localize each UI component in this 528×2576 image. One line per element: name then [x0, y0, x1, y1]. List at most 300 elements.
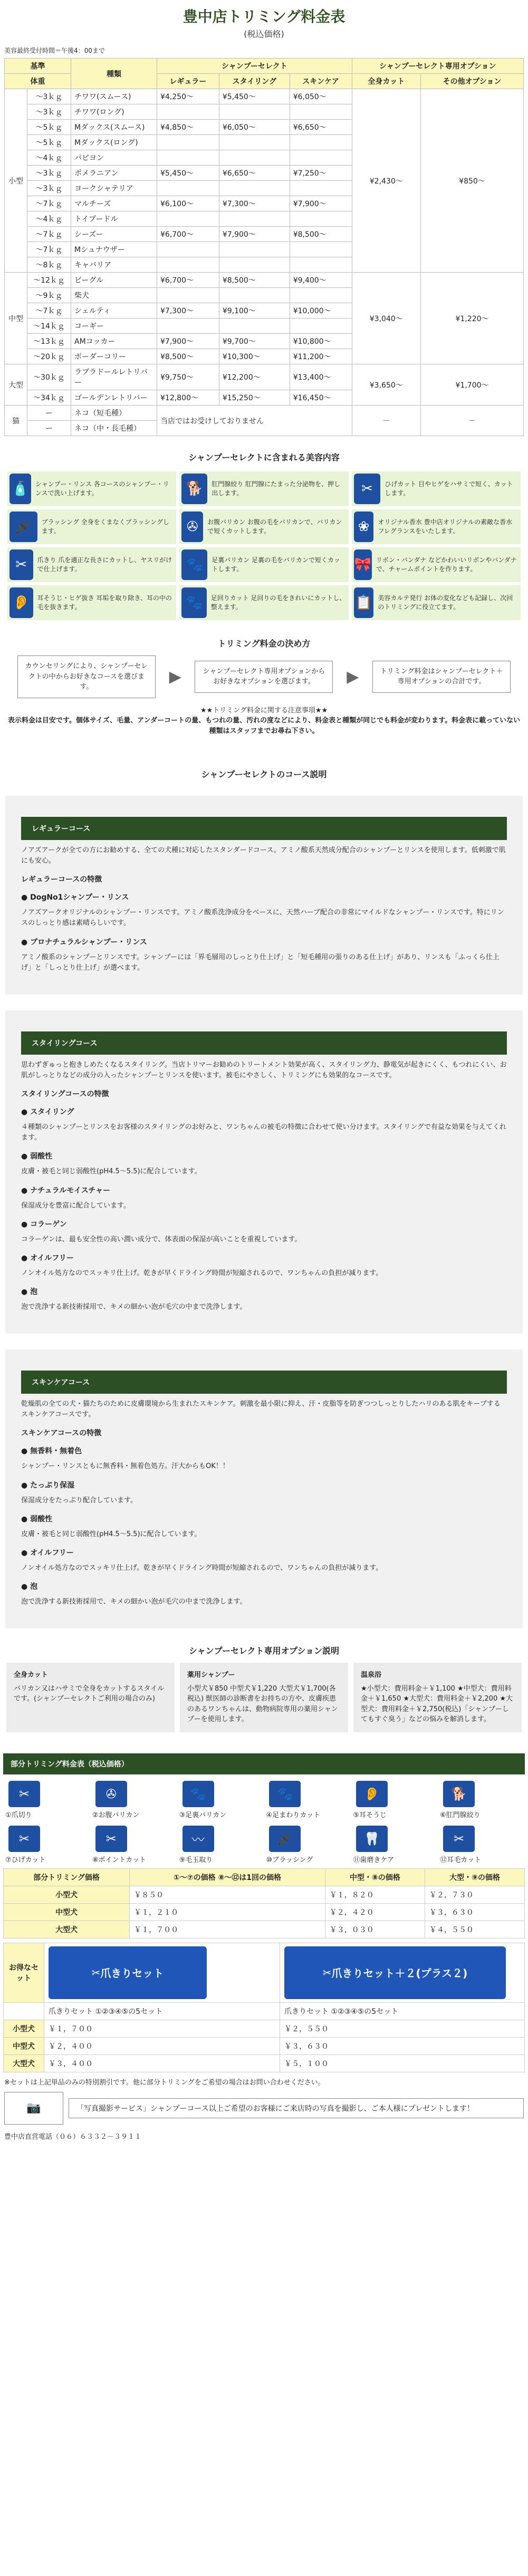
flow-step-3: トリミング料金はシャンプーセレクト＋専用オプションの合計です。 [372, 661, 511, 693]
price-cell: ¥8,500～ [290, 227, 352, 242]
content-item [178, 470, 350, 508]
partial-item-label: ⑦ひげカット [5, 1856, 46, 1864]
price-cell: ¥7,250～ [290, 166, 352, 181]
weight-cell: ～4ｋｇ [27, 211, 71, 227]
set1-banner [49, 1946, 207, 1999]
set1-desc: 爪きりセット ①②③④⑤の5セット [44, 2002, 280, 2020]
partial-price: ￥１，７００ [130, 1921, 325, 1938]
price-cell: ¥6,700～ [157, 227, 219, 242]
price-row-cat [5, 406, 524, 421]
content-item-text: 肛門腺絞り 肛門腺にたまった分泌物を、押し出します。 [212, 480, 341, 497]
partial-item [3, 1779, 90, 1819]
price-cell: ¥7,900～ [219, 227, 290, 242]
full-cut-price: ¥2,430～ [352, 89, 421, 273]
weight-cell: ～14ｋｇ [27, 319, 71, 334]
set2-banner [284, 1946, 506, 1999]
price-cell: ¥6,050～ [219, 120, 290, 135]
breed-cell: ラブラドールレトリバー [71, 364, 157, 390]
price-cell: ¥5,450～ [157, 166, 219, 181]
course-title-bar: スキンケアコース [21, 1371, 507, 1394]
full-cut-price: ¥3,040～ [352, 273, 421, 364]
course-point-heading: ● プロナチュラルシャンプー・リンス [21, 938, 147, 947]
content-item [6, 546, 178, 584]
other-option-price: ¥1,700～ [421, 364, 524, 406]
price-cell [157, 319, 219, 334]
anal-gland-icon: 🐕 [181, 474, 207, 504]
content-item [178, 546, 350, 584]
price-cell [219, 288, 290, 303]
partial-price: ￥３，０３０ [325, 1921, 425, 1938]
partial-item-label: ①爪切り [5, 1811, 32, 1819]
content-item [6, 584, 178, 622]
price-cell: ¥9,400～ [290, 273, 352, 288]
partial-item [3, 1824, 90, 1864]
price-cell: ¥4,250～ [157, 89, 219, 104]
weight-cell: ～7ｋｇ [27, 242, 71, 257]
brush-icon: 🪮 [9, 512, 37, 542]
option-text: ★小型犬：費用料金＋￥1,100 ★中型犬：費用料金＋￥1,650 ★大型犬：費用料金＋￥2,200 ★大型犬：費用料金＋￥2,750(税込)「シャンプーしてもすぐ臭う」などの悩みを解消します。 [361, 1684, 513, 1724]
reception-note: 美容最終受付時間＝午後4：00まで [4, 47, 105, 54]
content-item-text: リボン・バンダナ などかわいいリボンやバンダナで、チャームポイントを作ります。 [376, 556, 517, 573]
chart-icon: 📋 [354, 587, 374, 618]
price-cell [157, 242, 219, 257]
course-point-text: 保湿成分を豊富に配合しています。 [21, 1201, 130, 1210]
breed-cell: パピヨン [71, 150, 157, 166]
breed-cell: Mシュナウザー [71, 242, 157, 257]
partial-item-label: ⑥肛門腺絞り [440, 1811, 481, 1819]
set-price: ￥２，４００ [44, 2037, 280, 2054]
content-item-text: ひげカット 目やヒゲをハサミで短く、カットします。 [385, 480, 513, 497]
price-cell [219, 104, 290, 120]
price-row [5, 89, 524, 104]
partial-price: ￥８５０ [130, 1886, 325, 1903]
price-cell [219, 242, 290, 257]
weight-cell: ～4ｋｇ [27, 150, 71, 166]
course-point-text: コラーゲンは、最も安全性の高い潤い成分で、体表面の保湿が高いことを重視しています。 [21, 1235, 302, 1243]
content-item-text: シャンプー・リンス 各コースのシャンプー・リンスで洗い上げます。 [35, 480, 169, 497]
weight-cell: ～12ｋｇ [27, 273, 71, 288]
course-point-heading: ● ナチュラルモイスチャー [21, 1186, 110, 1195]
price-cell: ¥10,000～ [290, 303, 352, 319]
content-item [178, 508, 350, 546]
option-title: 温泉浴 [361, 1671, 382, 1680]
partial-table-head: ①〜⑦の価格 ⑧〜⑫は1回の価格 [130, 1868, 325, 1886]
page-subtitle: (税込価格) [244, 29, 284, 39]
paw-cut-icon: 🐾 [181, 587, 206, 618]
price-cell [219, 150, 290, 166]
breed-cell: ボーダーコリー [71, 349, 157, 364]
tooth-icon: 🦷 [356, 1826, 388, 1852]
price-row [5, 364, 524, 390]
weight-cell: ～13ｋｇ [27, 334, 71, 349]
price-cell: ¥13,400～ [290, 364, 352, 390]
weight-cell: ～5ｋｇ [27, 135, 71, 150]
nail-icon: ✂ [9, 549, 33, 580]
clipper-icon: ✇ [95, 1781, 127, 1807]
price-cell [157, 150, 219, 166]
breed-cell: ネコ（短毛種） [71, 406, 157, 421]
course-point-heading: ● 無香料・無着色 [21, 1447, 82, 1456]
breed-cell: ヨークシャテリア [71, 181, 157, 196]
breed-cell: Mダックス(スムース) [71, 120, 157, 135]
weight-cell: ～8ｋｇ [27, 257, 71, 273]
price-cell: ¥6,650～ [219, 166, 290, 181]
set-desc-spacer [4, 2002, 44, 2020]
course-list [0, 796, 528, 1628]
price-cell: ¥6,650～ [290, 120, 352, 135]
paw-clipper-icon: 🐾 [183, 1781, 214, 1807]
head-weight: 体重 [5, 74, 71, 89]
option-title: 全身カット [14, 1671, 48, 1680]
price-cell [219, 181, 290, 196]
price-cell [157, 135, 219, 150]
set-size: 大型犬 [4, 2054, 44, 2072]
price-cell: ¥7,300～ [219, 196, 290, 211]
content-item [6, 470, 178, 508]
paw-clipper-icon: 🐾 [181, 549, 207, 580]
partial-item [90, 1779, 177, 1819]
set-footnote: ※セットは上記単品のみの特別割引です。他に部分トリミングをご希望の場合はお問い合わせください。 [4, 2078, 325, 2087]
course-block [5, 796, 523, 995]
price-cell: ¥12,200～ [219, 364, 290, 390]
course-block [5, 1349, 523, 1628]
head-styling: スタイリング [219, 74, 290, 89]
course-point-text: 皮膚・被毛と同じ弱酸性(pH4.5〜5.5)に配合しています。 [21, 1530, 201, 1538]
breed-cell: チワワ(ロング) [71, 104, 157, 120]
group-label: 猫 [5, 406, 27, 436]
set1-title: 爪きりセット [100, 1967, 164, 1980]
set2-title: 爪きりセット＋２(プラス２) [331, 1967, 468, 1980]
content-item [178, 584, 350, 622]
paw-cut-icon: 🐾 [269, 1781, 301, 1807]
course-point-heading: ● 泡 [21, 1287, 38, 1296]
partial-row [4, 1921, 525, 1938]
set2-desc: 爪きりセット ①②③④⑤の5セット [280, 2002, 525, 2020]
content-item [6, 508, 178, 546]
nail-set-icon: ✂ [91, 1966, 101, 1979]
course-point-text: シャンプー・リンスともに無香料・無着色処方。汗大からもOK！！ [21, 1462, 229, 1471]
partial-item-label: ⑩ブラッシング [266, 1856, 313, 1864]
head-select: シャンプーセレクト [157, 59, 352, 74]
course-point-heading: ● オイルフリー [21, 1253, 74, 1262]
partial-item-label: ④足まわりカット [266, 1811, 321, 1819]
partial-item-label: ⑪歯磨きケア [353, 1856, 395, 1864]
set2-cell [280, 1943, 525, 2002]
partial-heading: 部分トリミング料金表（税込価格） [3, 1753, 525, 1774]
price-cell: ¥9,700～ [219, 334, 290, 349]
weight-cell: ～30ｋｇ [27, 364, 71, 390]
breed-cell: Mダックス(ロング) [71, 135, 157, 150]
course-point-heading: ● 弱酸性 [21, 1514, 53, 1523]
partial-price: ￥２，７３０ [425, 1886, 524, 1903]
arrow-right-icon: ▶ [169, 667, 181, 686]
group-label: 大型 [5, 364, 27, 406]
head-skincare: スキンケア [290, 74, 352, 89]
course-point-heading: ● 弱酸性 [21, 1152, 53, 1161]
cat-dash: － [421, 406, 524, 436]
breed-cell: ゴールデンレトリバー [71, 390, 157, 406]
arrow-right-icon: ▶ [347, 667, 359, 686]
content-item-text: 足回りカット 足回りの毛をきれいにカットし、整えます。 [210, 594, 346, 611]
price-cell: ¥5,450～ [219, 89, 290, 104]
breed-cell: マルチーズ [71, 196, 157, 211]
partial-row [4, 1903, 525, 1921]
course-title-bar: レギュラーコース [21, 817, 507, 840]
breed-cell: ネコ（中・長毛種） [71, 421, 157, 436]
perfume-icon: ❀ [354, 512, 374, 542]
set-size: 中型犬 [4, 2037, 44, 2054]
camera-icon: 📷 [4, 2092, 63, 2125]
head-base: 基準 [5, 59, 71, 74]
content-item-text: 耳そうじ・ヒゲ抜き 耳垢を取り除き、耳の中の毛を抜きます。 [37, 594, 172, 611]
weight-cell: ー [27, 406, 71, 421]
partial-item [264, 1824, 351, 1864]
price-cell: ¥10,300～ [219, 349, 290, 364]
flow-steps [11, 655, 517, 698]
partial-price: ￥１，８２０ [325, 1886, 425, 1903]
price-cell [290, 135, 352, 150]
group-label: 中型 [5, 273, 27, 364]
set-price: ￥３，６３０ [280, 2037, 525, 2054]
option-title: 薬用シャンプー [187, 1671, 235, 1680]
course-point-text: 保湿成分をたっぷり配合しています。 [21, 1496, 137, 1504]
partial-price: ￥１，２１０ [130, 1903, 325, 1921]
price-cell: ¥4,850～ [157, 120, 219, 135]
partial-price-table [3, 1868, 525, 1938]
brush-icon: 🪮 [269, 1826, 301, 1852]
contents-heading: シャンプーセレクトに含まれる美容内容 [188, 452, 340, 462]
partial-table-head: 中型・⑧の価格 [325, 1868, 425, 1886]
option-item [180, 1663, 348, 1732]
course-point-heading: ● オイルフリー [21, 1548, 74, 1557]
partial-item [438, 1779, 525, 1819]
set-row [4, 2037, 525, 2054]
price-cell: ¥7,900～ [290, 196, 352, 211]
price-cell [157, 181, 219, 196]
head-option-group: シャンプーセレクト専用オプション [352, 59, 523, 74]
breed-cell: ポメラニアン [71, 166, 157, 181]
price-cell: ¥7,300～ [157, 303, 219, 319]
scissors-icon: ✂ [354, 474, 381, 504]
breed-cell: トイプードル [71, 211, 157, 227]
set-price: ￥２，５５０ [280, 2020, 525, 2037]
price-cell: ¥9,750～ [157, 364, 219, 390]
course-intro: 乾燥肌の全ての犬・猫たちのために皮膚環境から生まれたスキンケア。刺激を最小限に抑え、汗・皮脂等を防ぎつつしっとりしたハリのある肌をキープするスキンケアコースです。 [21, 1400, 501, 1419]
set-row [4, 2054, 525, 2072]
price-cell: ¥8,500～ [157, 349, 219, 364]
breed-cell: シェルティ [71, 303, 157, 319]
price-cell: ¥6,050～ [290, 89, 352, 104]
content-item [350, 584, 522, 622]
ear-icon: 👂 [356, 1781, 388, 1807]
price-cell [219, 319, 290, 334]
warning-text: 表示料金は目安です。個体サイズ、毛量、アンダーコートの量、もつれの量、汚れの度などにより、料金表と種類が同じでも料金が変わります。料金表に載っていない種類はスタッフまでお尋ね下さい。 [7, 717, 521, 735]
partial-table-head: 部分トリミング価格 [4, 1868, 130, 1886]
weight-cell: ～7ｋｇ [27, 227, 71, 242]
flow-heading: トリミング料金の決め方 [217, 639, 311, 649]
breed-cell: シーズー [71, 227, 157, 242]
breed-cell: チワワ(スムース) [71, 89, 157, 104]
clipper-icon: ✇ [181, 512, 203, 542]
course-point-heading: ● コラーゲン [21, 1220, 67, 1229]
partial-size: 大型犬 [4, 1921, 130, 1938]
head-full: 全身カット [352, 74, 421, 89]
price-cell: ¥12,800～ [157, 390, 219, 406]
course-point-heading: ● スタイリング [21, 1108, 74, 1117]
course-point-text: ノンオイル処方なのでスッキリ仕上げ。乾きが早くドライング時間が短縮されるので、ワンちゃんの負担が減ります。 [21, 1564, 383, 1572]
warning-block [5, 706, 523, 737]
price-cell [157, 257, 219, 273]
weight-cell: ～9ｋｇ [27, 288, 71, 303]
partial-row [4, 1886, 525, 1903]
head-other: その他オプション [421, 74, 524, 89]
partial-table-head: 大型・⑨の価格 [425, 1868, 524, 1886]
partial-item [351, 1779, 438, 1819]
photo-service [4, 2092, 524, 2125]
course-title-bar: スタイリングコース [21, 1031, 507, 1055]
partial-item [177, 1779, 264, 1819]
course-point-text: 泡で洗浄する新技術採用で、キメの細かい泡が毛穴の中まで洗浄します。 [21, 1597, 247, 1606]
cat-dash: － [352, 406, 421, 436]
content-item [350, 470, 522, 508]
price-cell [290, 242, 352, 257]
nail-set-plus-icon: ✂ [322, 1966, 332, 1979]
content-item [350, 508, 522, 546]
partial-price: ￥４，５５０ [425, 1921, 524, 1938]
price-cell [290, 288, 352, 303]
weight-cell: ～3ｋｇ [27, 181, 71, 196]
price-cell: ¥6,700～ [157, 273, 219, 288]
scissors-icon: ✂ [8, 1826, 40, 1852]
cat-note: 当店ではお受けしておりません [157, 406, 352, 436]
content-item-text: オリジナル香水 豊中店オリジナルの素敵な香水フレグランスをいたします。 [378, 518, 513, 535]
content-item [350, 546, 522, 584]
course-point-heading: ● たっぷり保湿 [21, 1481, 75, 1490]
contents-grid [5, 469, 523, 622]
set-price: ￥５，１００ [280, 2054, 525, 2072]
price-row [5, 273, 524, 288]
head-regular: レギュラー [157, 74, 219, 89]
course-feature-title: スキンケアコースの特徴 [21, 1429, 102, 1438]
partial-item [90, 1824, 177, 1864]
price-table [4, 58, 524, 436]
ear-hair-icon: ✂ [443, 1826, 475, 1852]
warning-title: ★★トリミング料金に関する注意事項★★ [200, 706, 328, 715]
price-cell: ¥15,250～ [219, 390, 290, 406]
shampoo-icon: 🧴 [9, 474, 31, 504]
breed-cell: コーギー [71, 319, 157, 334]
page-title: 豊中店トリミング料金表 [183, 8, 345, 25]
course-point-heading: ● 泡 [21, 1582, 38, 1591]
point-cut-icon: ✂ [95, 1826, 127, 1852]
course-point-text: ノアズアークオリジナルのシャンプー・リンスです。アミノ酸系洗浄成分をベースに、天然ハーブ配合の非常にマイルドなシャンプー・リンスです。特にリンスのしっとり感は素晴らしいです。 [21, 909, 504, 928]
price-cell [290, 181, 352, 196]
weight-cell: ～3ｋｇ [27, 89, 71, 104]
breed-cell: AMコッカー [71, 334, 157, 349]
price-cell [157, 288, 219, 303]
course-feature-title: スタイリングコースの特徴 [21, 1090, 109, 1099]
weight-cell: ～7ｋｇ [27, 303, 71, 319]
partial-item-label: ⑧ポイントカット [92, 1856, 146, 1864]
price-cell [290, 319, 352, 334]
weight-cell: ～34ｋｇ [27, 390, 71, 406]
partial-item-label: ③足裏バリカン [179, 1811, 227, 1819]
price-cell [290, 150, 352, 166]
partial-item-label: ⑨毛玉取り [179, 1856, 213, 1864]
nail-icon: ✂ [8, 1781, 40, 1807]
set-price-table [3, 1943, 525, 2072]
price-cell: ¥6,100～ [157, 196, 219, 211]
flow-step-1: カウンセリングにより、シャンプーセレクトの中からお好きなコースを選びます。 [17, 655, 156, 698]
options-heading: シャンプーセレクト専用オプション説明 [188, 1646, 340, 1656]
head-breed: 種類 [71, 59, 157, 89]
set-price: ￥１，７００ [44, 2020, 280, 2037]
price-table-body [5, 89, 524, 436]
option-item [353, 1663, 522, 1732]
partial-icon-grid [3, 1779, 525, 1864]
course-block [5, 1010, 523, 1334]
store-phone: 豊中店直営電話（０６）６３３２－３９１１ [4, 2133, 142, 2141]
partial-size: 小型犬 [4, 1886, 130, 1903]
partial-item [438, 1824, 525, 1864]
ribbon-icon: 🎀 [354, 549, 372, 580]
price-cell: ¥7,900～ [157, 334, 219, 349]
price-cell [219, 211, 290, 227]
price-cell [157, 104, 219, 120]
partial-item [351, 1824, 438, 1864]
course-intro: ノアズアークが全ての方にお勧めする、全ての犬種に対応したスタンダードコース。アミノ酸系天然成分配合のシャンプーとリンスを使用します。低刺激で肌にも安心。 [21, 846, 506, 865]
breed-cell: ビーグル [71, 273, 157, 288]
other-option-price: ¥850～ [421, 89, 524, 273]
partial-item-label: ⑫耳毛カット [440, 1856, 482, 1864]
set1-cell [44, 1943, 280, 2002]
price-cell: ¥9,100～ [219, 303, 290, 319]
price-cell [219, 257, 290, 273]
partial-item-label: ②お腹バリカン [92, 1811, 140, 1819]
other-option-price: ¥1,220～ [421, 273, 524, 364]
course-point-text: アミノ酸系のシャンプーとリンスです。シャンプーには「界毛層用のしっとり仕上げ」と「短毛種用の張りのある仕上げ」があり、リンスも「ふっくら仕上げ」と「しっとり仕上げ」が選べます。 [21, 953, 500, 972]
course-point-heading: ● DogNo1シャンプー・リンス [21, 893, 129, 902]
weight-cell: ～3ｋｇ [27, 104, 71, 120]
set-size: 小型犬 [4, 2020, 44, 2037]
content-item-text: ブラッシング 全身をくまなくブラッシングします。 [41, 518, 169, 535]
weight-cell: ー [27, 421, 71, 436]
content-item-text: 爪きり 爪を適正な長さにカットし、ヤスリがけで仕上げます。 [37, 556, 172, 573]
content-item-text: 美容カルテ発行 お体の変化なども記録し、次回のトリミングに役立てます。 [378, 594, 513, 611]
set-price: ￥３，４００ [44, 2054, 280, 2072]
price-cell: ¥16,450～ [290, 390, 352, 406]
set-row [4, 2020, 525, 2037]
option-item [6, 1663, 175, 1732]
flow-step-2: シャンプーセレクト専用オプションからお好きなオプションを選びます。 [195, 661, 333, 693]
option-text: 小型犬￥850 中型犬￥1,220 大型犬￥1,700(各税込) 獣医師の診断書をお持ちの方や、皮膚疾患のあるワンちゃんは、動物病院専用の薬用シャンプーを使用します。 [187, 1684, 338, 1724]
photo-text: 「写真撮影サービス」シャンプーコース以上ご希望のお客様にご来店時の写真を撮影し、ご本人様にプレゼントします！ [69, 2098, 524, 2118]
weight-cell: ～3ｋｇ [27, 166, 71, 181]
mat-remove-icon: 〰 [183, 1826, 214, 1852]
price-cell: ¥8,500～ [219, 273, 290, 288]
partial-price: ￥２，４２０ [325, 1903, 425, 1921]
option-list [6, 1663, 522, 1732]
partial-size: 中型犬 [4, 1903, 130, 1921]
course-feature-title: レギュラーコースの特徴 [21, 875, 102, 884]
weight-cell: ～5ｋｇ [27, 120, 71, 135]
course-point-text: 泡で洗浄する新技術採用で、キメの細かい泡が毛穴の中まで洗浄します。 [21, 1303, 247, 1311]
ear-icon: 👂 [9, 587, 33, 618]
weight-cell: ～7ｋｇ [27, 196, 71, 211]
price-cell [290, 104, 352, 120]
course-heading: シャンプーセレクトのコース説明 [201, 769, 327, 779]
partial-price: ￥３，６３０ [425, 1903, 524, 1921]
